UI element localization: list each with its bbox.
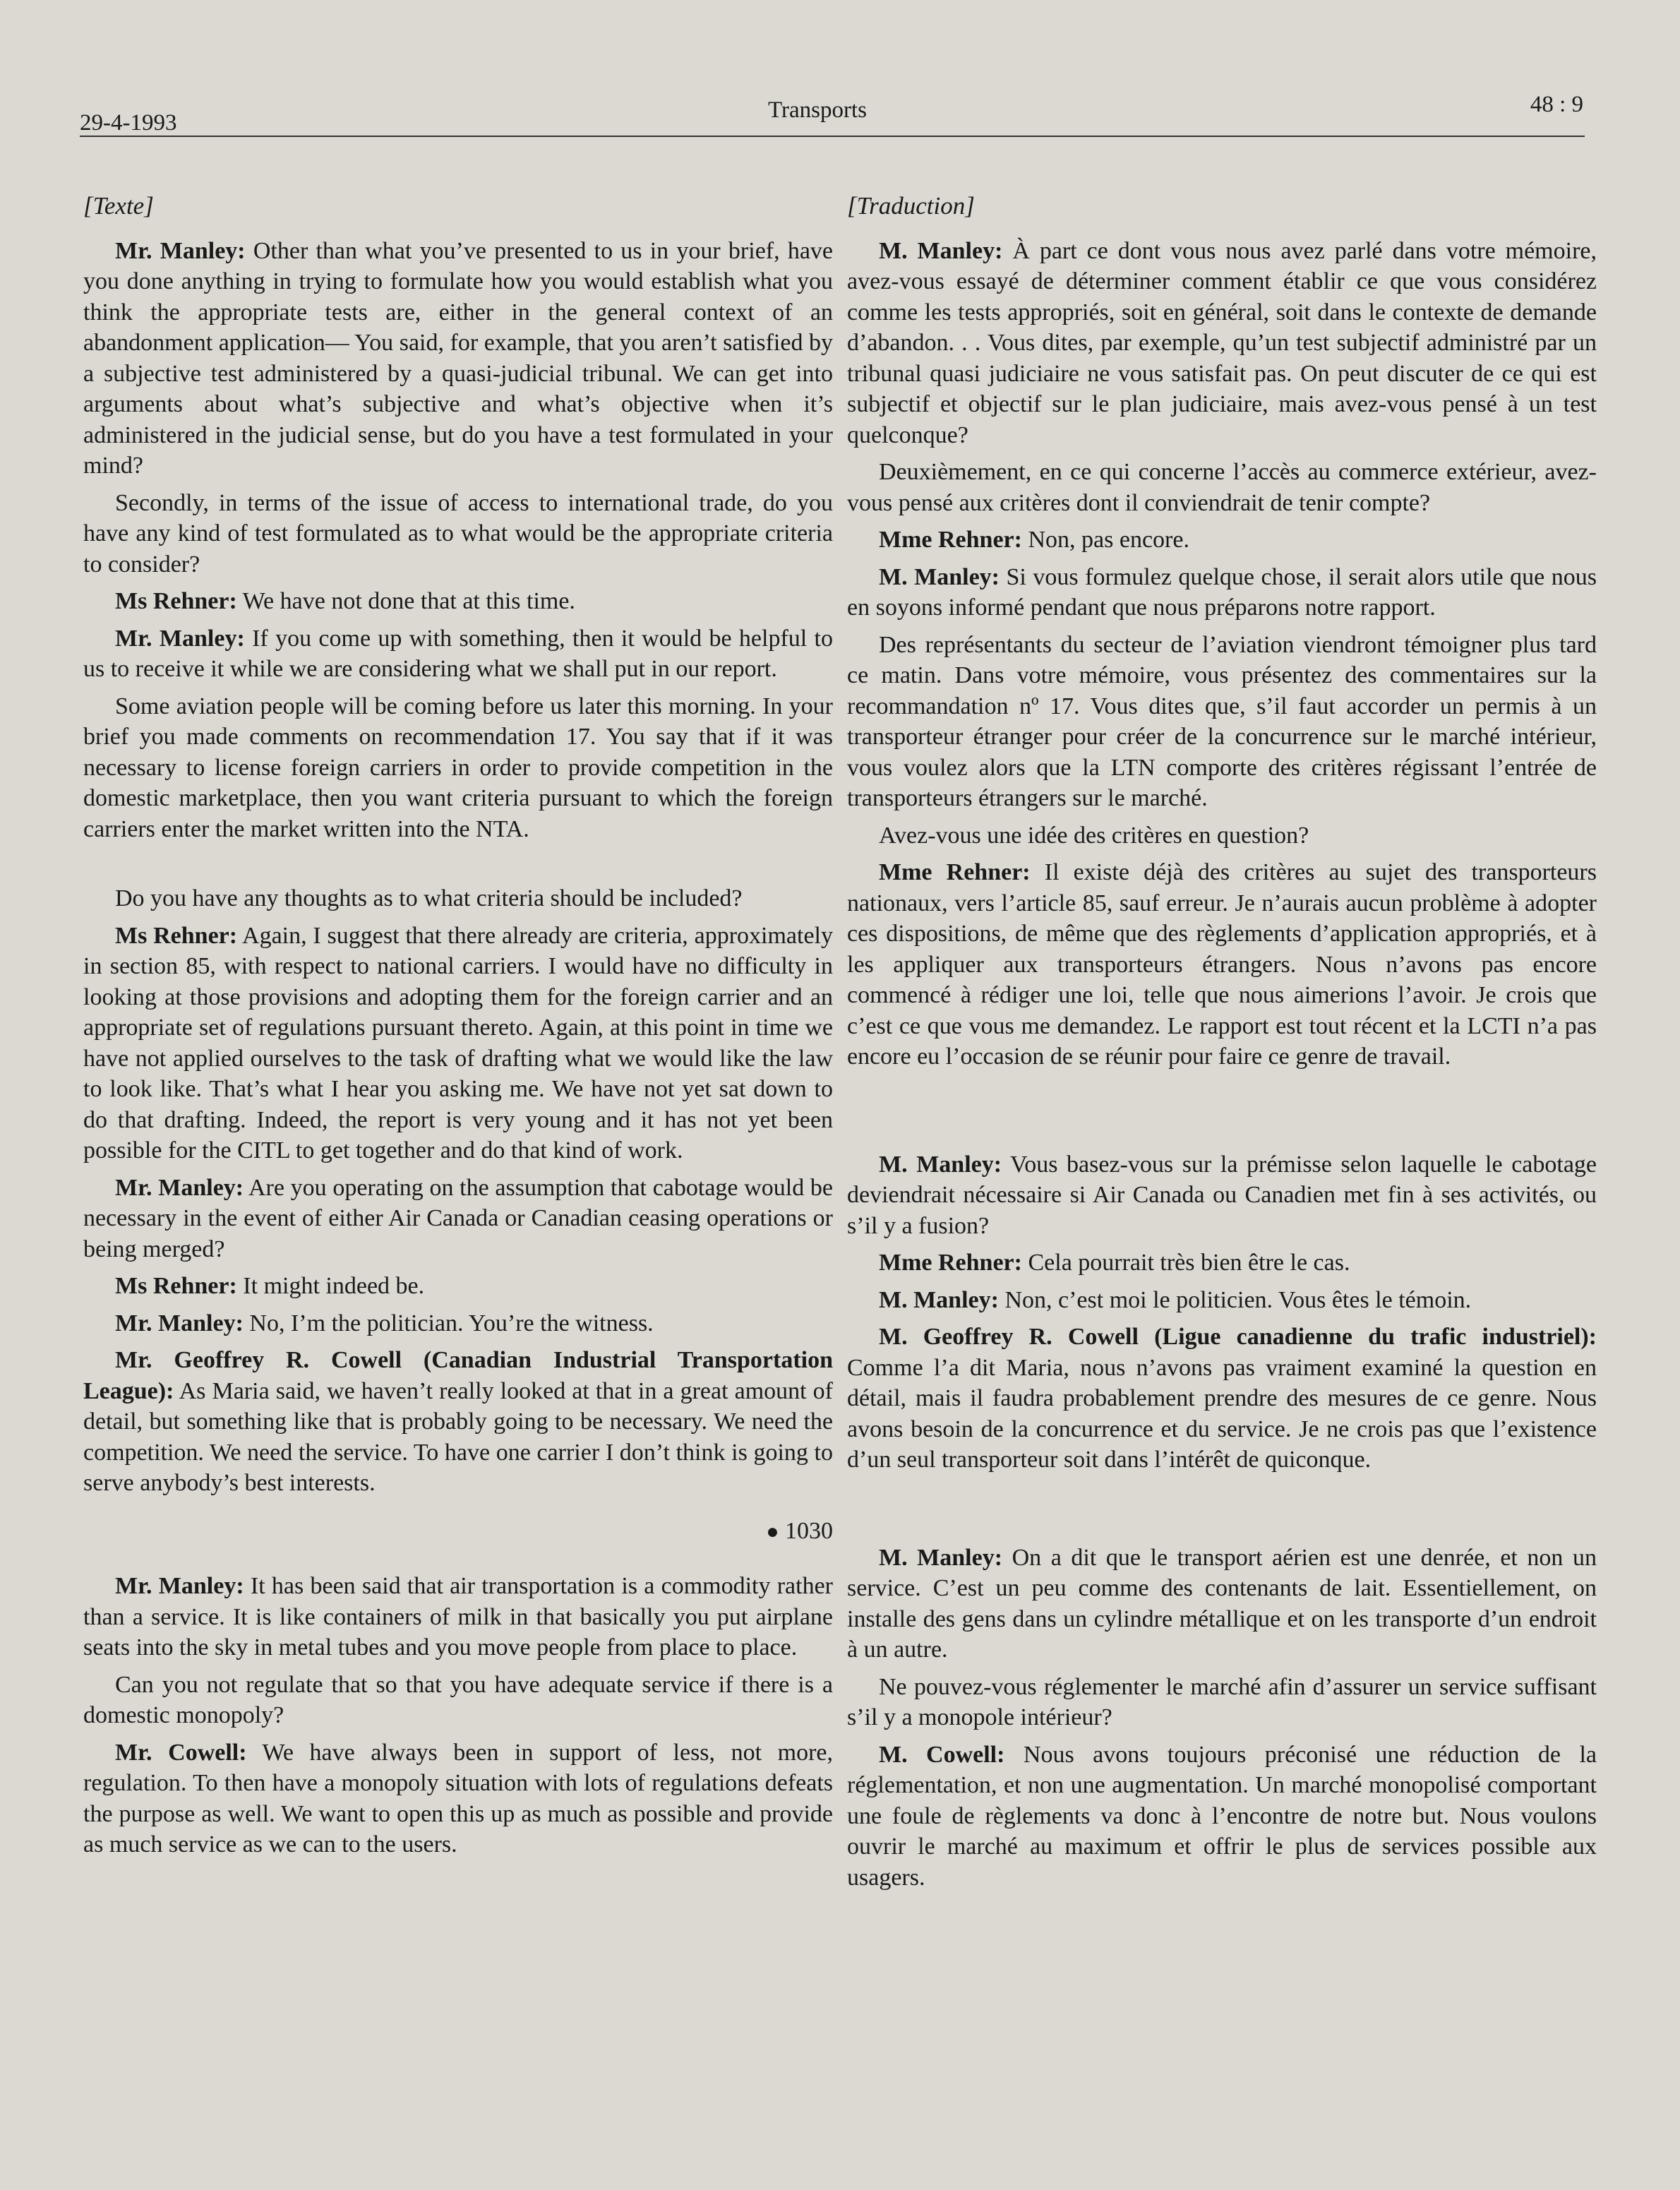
speech-text: No, I’m the politician. You’re the witness.	[243, 1310, 654, 1336]
speech-text: Non, pas encore.	[1021, 527, 1189, 553]
speech-text: If you come up with something, then it would be helpful to us to receive it while we are considering what we shall put in our report.	[83, 625, 833, 682]
header-rule	[80, 136, 1585, 137]
speech-text: Comme l’a dit Maria, nous n’avons pas vraiment examiné la question en détail, mais il faudra probablement prendre des mesures de ce genre. Nous avons besoin de la concurrence et du service. Je ne crois pas que l’existence d’un seul transporteur soit dans l’intérêt de quiconque.	[847, 1354, 1597, 1473]
speech-text: Il existe déjà des critères au sujet des transporteurs nationaux, vers l’article 85, sauf erreur. Je n’aurais aucun problème à adopter ces dispositions, de même que des règlements d’application appropriés, et à les appliquer aux transporteurs étrangers. Nous n’avons pas encore commencé à rédiger une loi, telle que nous aimerions l’avoir. Je crois que c’est ce que vous me demandez. Le rapport est tout récent et la LCTI n’a pas encore eu l’occasion de se réunir pour faire ce genre de travail.	[847, 859, 1597, 1070]
speaker-name: Mr. Manley:	[115, 1174, 244, 1201]
speech-text: Non, c’est moi le politicien. Vous êtes le témoin.	[998, 1286, 1472, 1313]
speaker-name: Mr. Cowell:	[115, 1739, 247, 1766]
speaker-name: Mme Rehner:	[879, 527, 1022, 553]
speech-text: As Maria said, we haven’t really looked at that in a great amount of detail, but something like that is probably going to be necessary. We need the competition. We need the service. To have one carrier I don’t think is going to serve anybody’s best interests.	[83, 1377, 833, 1496]
header-title: Transports	[768, 97, 867, 123]
speech-text: It has been said that air transportation is a commodity rather than a service. It is like containers of milk in that basically you put airplane seats into the sky in metal tubes and you move people from place to place.	[83, 1573, 833, 1661]
paragraph: Des représentants du secteur de l’aviation viendront témoigner plus tard ce matin. Dans votre mémoire, vous présentez des commentaires sur la recommandation nº 17. Vous dites que, s’il faut accorder un permis à un transporteur étranger pour créer de la concurrence sur le marché intérieur, vous voulez alors que la LTN comporte des critères régissant l’entrée de transporteurs étrangers sur le marché.	[847, 631, 1597, 811]
paragraph	[847, 1543, 1597, 1665]
section-label: [Texte]	[83, 192, 154, 220]
speaker-name: Ms Rehner:	[115, 588, 237, 614]
paragraph	[847, 1322, 1597, 1476]
paragraph	[83, 586, 833, 617]
paragraph	[83, 236, 833, 481]
paragraph: Secondly, in terms of the issue of access to international trade, do you have any kind of test formulated as to what would be the appropriate criteria to consider?	[83, 489, 833, 578]
speaker-name: M. Manley:	[879, 1544, 1003, 1571]
speaker-name: M. Cowell:	[879, 1741, 1005, 1768]
column-spacer	[847, 1482, 1597, 1543]
paragraph	[83, 1737, 833, 1860]
speech-text: Again, I suggest that there already are criteria, approximately in section 85, with respect to national carriers. I would have no difficulty in looking at those provisions and adopting them for the foreign carrier and an appropriate set of regulations pursuant thereto. Again, at this point in time we have not applied ourselves to the task of drafting what we would like the law to look like. That’s what I hear you asking me. We have not yet sat down to do that drafting. Indeed, the report is very young and it has not yet been possible for the CITL to get together and do that kind of work.	[83, 922, 833, 1163]
speech-text: Vous basez-vous sur la prémisse selon laquelle le cabotage deviendrait nécessaire si Air Canada ou Canadien met fin à ses activités, ou s’il y a fusion?	[847, 1151, 1597, 1239]
speech-text: Cela pourrait très bien être le cas.	[1021, 1250, 1350, 1276]
speech-text: À part ce dont vous nous avez parlé dans votre mémoire, avez-vous essayé de déterminer comment établir ce que vous considérez comme les tests appropriés, soit en général, soit dans le contexte de demande d’abandon. . . Vous dites, par exemple, qu’un test subjectif administré par un tribunal quasi judiciaire ne vous satisfait pas. On peut discuter de ce qui est subjectif et objectif sur le plan judiciaire, mais avez-vous pensé à un test quelconque?	[847, 237, 1597, 448]
header-page-number: 48 : 9	[1530, 92, 1583, 117]
paragraph	[83, 1308, 833, 1339]
paragraph	[83, 1571, 833, 1663]
column-spacer	[847, 1079, 1597, 1149]
paragraph: Do you have any thoughts as to what criteria should be included?	[115, 885, 743, 911]
page-header	[80, 92, 1583, 134]
column-spacer	[83, 851, 833, 883]
french-column	[847, 191, 1597, 1899]
english-column	[83, 191, 833, 1867]
time-marker	[83, 1516, 833, 1548]
paragraph: Ne pouvez-vous réglementer le marché afin d’assurer un service suffisant s’il y a monopole intérieur?	[847, 1673, 1597, 1730]
paragraph	[83, 1173, 833, 1265]
paragraph	[83, 623, 833, 685]
speaker-name: Mr. Manley:	[115, 1310, 244, 1336]
paragraph: Some aviation people will be coming before us later this morning. In your brief you made comments on recommendation 17. You say that if it was necessary to license foreign carriers in order to provide competition in the domestic marketplace, then you want criteria pursuant to which the foreign carriers enter the market written into the NTA.	[83, 693, 833, 842]
speaker-name: Mr. Manley:	[115, 1573, 244, 1599]
speech-text: Other than what you’ve presented to us in your brief, have you done anything in trying to formulate how you would establish what you think the appropriate tests are, either in the general context of an abandonment application— You said, for example, that you aren’t satisfied by a subjective test administered by a quasi-judicial tribunal. We can get into arguments about what’s subjective and what’s objective when it’s administered in the judicial sense, but do you have a test formulated in your mind?	[83, 237, 833, 479]
speaker-name: M. Geoffrey R. Cowell (Ligue canadienne du trafic industriel):	[879, 1324, 1597, 1350]
speaker-name: M. Manley:	[879, 1151, 1002, 1178]
bullet-icon: ●	[766, 1519, 779, 1543]
paragraph	[847, 236, 1597, 451]
speaker-name: Mme Rehner:	[879, 859, 1031, 885]
paragraph	[83, 921, 833, 1166]
paragraph: Avez-vous une idée des critères en question?	[879, 822, 1309, 849]
speech-text: On a dit que le transport aérien est une denrée, et non un service. C’est un peu comme des contenants de lait. Essentiellement, on installe des gens dans un cylindre métallique et on les transporte d’un endroit à un autre.	[847, 1544, 1597, 1663]
time-stamp: 1030	[785, 1517, 833, 1544]
speaker-name: Mr. Geoffrey R. Cowell (Canadian Industrial Transportation League):	[83, 1347, 833, 1404]
paragraph	[847, 1247, 1597, 1279]
speech-text: Nous avons toujours préconisé une réduction de la réglementation, et non une augmentation. Un marché monopolisé comportant une foule de règlements va donc à l’encontre de notre but. Nous voulons ouvrir le marché au maximum et offrir le plus de services possible aux usagers.	[847, 1741, 1597, 1891]
paragraph	[847, 562, 1597, 623]
paragraph	[847, 1740, 1597, 1893]
speech-text: We have not done that at this time.	[236, 588, 575, 614]
paragraph	[847, 1149, 1597, 1242]
speaker-name: M. Manley:	[879, 563, 1000, 590]
header-date: 29-4-1993	[80, 110, 177, 136]
paragraph	[847, 525, 1597, 556]
paragraph: Can you not regulate that so that you have adequate service if there is a domestic monopoly?	[83, 1671, 833, 1728]
section-label: [Traduction]	[847, 192, 975, 220]
speaker-name: Mr. Manley:	[115, 237, 246, 264]
paragraph	[83, 1345, 833, 1499]
paragraph	[83, 1271, 833, 1302]
speech-text: Si vous formulez quelque chose, il serait alors utile que nous en soyons informé pendant que nous préparons notre rapport.	[847, 563, 1597, 621]
speech-text: We have always been in support of less, not more, regulation. To then have a monopoly situation with lots of regulations defeats the purpose as well. We want to open this up as much as possible and provide as much service as we can to the users.	[83, 1739, 833, 1857]
speaker-name: Mr. Manley:	[115, 625, 245, 652]
paragraph	[847, 1285, 1597, 1316]
speaker-name: Ms Rehner:	[115, 922, 238, 949]
paragraph: Deuxièmement, en ce qui concerne l’accès au commerce extérieur, avez-vous pensé aux critères dont il conviendrait de tenir compte?	[847, 459, 1597, 516]
paragraph	[847, 857, 1597, 1072]
speaker-name: Ms Rehner:	[115, 1273, 237, 1299]
speaker-name: Mme Rehner:	[879, 1250, 1022, 1276]
speaker-name: M. Manley:	[879, 1286, 999, 1313]
speech-text: Are you operating on the assumption that cabotage would be necessary in the event of either Air Canada or Canadian ceasing operations or being merged?	[83, 1174, 834, 1262]
speaker-name: M. Manley:	[879, 237, 1003, 264]
speech-text: It might indeed be.	[236, 1273, 425, 1299]
